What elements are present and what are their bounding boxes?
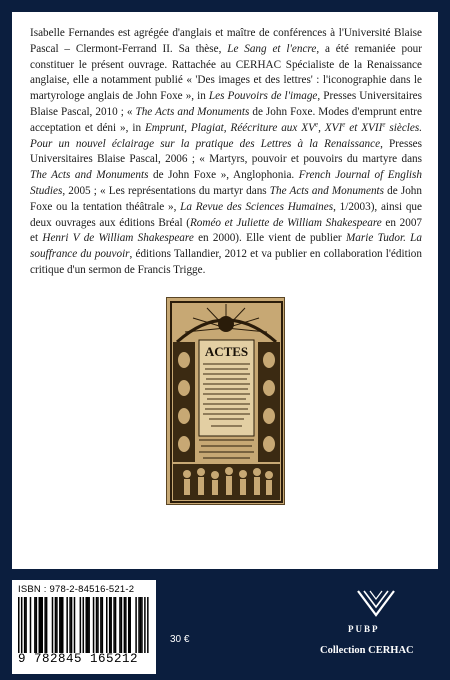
barcode-digits: 9 782845 165212 bbox=[18, 652, 139, 666]
bio-title: The Acts and Monuments bbox=[135, 105, 250, 118]
collection-name: Collection CERHAC bbox=[320, 645, 414, 656]
barcode-bar bbox=[40, 597, 42, 653]
woodcut-illustration bbox=[167, 298, 285, 505]
isbn-label: ISBN : 978-2-84516-521-2 bbox=[18, 584, 135, 595]
title-page-woodcut-image bbox=[166, 297, 285, 505]
barcode-bar bbox=[69, 597, 71, 653]
barcode-bar bbox=[44, 597, 46, 653]
barcode-bar bbox=[71, 597, 73, 653]
bio-title: Roméo et Juliette de William Shakespeare bbox=[189, 216, 382, 229]
publisher-logo-icon bbox=[356, 585, 396, 619]
barcode-bar bbox=[121, 597, 123, 653]
woodcut-title-word: ACTES bbox=[204, 344, 249, 359]
barcode-bar bbox=[56, 597, 58, 653]
barcode-bar bbox=[83, 597, 85, 653]
bio-text: , 2005 ; « Les représentations du martyr dans bbox=[62, 184, 270, 197]
barcode-bar bbox=[88, 597, 90, 653]
barcode-bar bbox=[55, 597, 57, 653]
barcode-bar bbox=[66, 597, 68, 653]
bio-text: de John Foxe. Modes d'emprunt entre acceptation et déni », in bbox=[30, 105, 422, 134]
bio-text: en 2000). Elle vient de publier bbox=[193, 232, 346, 245]
bio-title: The Acts and Monuments bbox=[30, 169, 149, 182]
price-label: 30 € bbox=[170, 634, 190, 645]
barcode-bar bbox=[52, 597, 54, 653]
barcode-bar bbox=[147, 597, 149, 653]
bio-text: de John Foxe ou la tentation théâtrale », bbox=[30, 184, 422, 213]
barcode-bar bbox=[138, 597, 140, 653]
barcode-bar bbox=[59, 597, 61, 653]
bio-title: French Journal of English Studies bbox=[30, 169, 422, 197]
bio-title: Le Sang et l'encre bbox=[227, 42, 317, 55]
isbn-barcode bbox=[12, 580, 156, 674]
barcode-bar bbox=[80, 597, 82, 653]
barcode-bar bbox=[140, 597, 142, 653]
bio-text: , 1/2003), ainsi que deux ouvrages aux éditions Bréal ( bbox=[30, 200, 422, 229]
barcode-bar bbox=[24, 597, 26, 653]
barcode-bar bbox=[61, 597, 63, 653]
barcode-bar bbox=[119, 597, 121, 653]
barcode-bar bbox=[36, 597, 38, 653]
bio-text: Isabelle Fernandes est agrégée d'anglais et maître de conférences à l'Université Blaise Pascal – Clermont-Ferrand II. Sa thèse, bbox=[30, 27, 422, 55]
barcode-bar bbox=[25, 597, 27, 653]
barcode-bar bbox=[87, 597, 89, 653]
barcode-bar bbox=[30, 597, 32, 653]
barcode-bar bbox=[21, 597, 23, 653]
bio-text: de John Foxe », Anglophonia. bbox=[148, 169, 299, 182]
barcode-bar bbox=[74, 597, 76, 653]
barcode-bar bbox=[129, 597, 131, 653]
barcode-bar bbox=[106, 597, 108, 653]
bio-text: en 2007 et bbox=[30, 216, 423, 245]
barcode-bar bbox=[125, 597, 127, 653]
barcode-bars bbox=[18, 597, 150, 653]
bio-title: Henri V de William Shakespeare bbox=[42, 232, 194, 245]
bio-text: , Presses Universitaires Blaise Pascal, 2006 ; « Martyrs, pouvoir et pouvoirs du martyre dans bbox=[30, 137, 422, 166]
bio-text: , éditions Tallandier, 2012 et va publier en collaboration l'édition critique d'un sermon de Francis Trigge. bbox=[30, 248, 422, 276]
barcode-bar bbox=[141, 597, 143, 653]
barcode-bar bbox=[128, 597, 130, 653]
barcode-bar bbox=[97, 597, 99, 653]
bio-text: , Presses Universitaires Blaise Pascal, 2010 ; « bbox=[30, 90, 423, 118]
author-biography bbox=[30, 26, 422, 279]
barcode-bar bbox=[135, 597, 137, 653]
barcode-bar bbox=[39, 597, 41, 653]
barcode-bar bbox=[144, 597, 146, 653]
publisher-name: PUBP bbox=[348, 624, 380, 634]
bio-title: The Acts and Monuments bbox=[269, 184, 385, 197]
barcode-bar bbox=[62, 597, 64, 653]
bio-text: , a été remaniée pour constituer le présent ouvrage. Rattachée au CERHAC Spécialiste de la Renaissance anglaise, elle a notamment publié « 'Des images et des lettres' : l'iconographie dans le martyrologe anglais de John Foxe », in bbox=[30, 42, 422, 103]
barcode-bar bbox=[124, 597, 126, 653]
bio-title: Les Pouvoirs de l'image bbox=[208, 90, 318, 103]
bio-title: La Revue des Sciences Humaines bbox=[180, 200, 334, 213]
barcode-bar bbox=[18, 597, 20, 653]
barcode-bar bbox=[115, 597, 117, 653]
bio-title: Marie Tudor. La souffrance du pouvoir bbox=[30, 232, 422, 261]
barcode-bar bbox=[109, 597, 111, 653]
barcode-bar bbox=[113, 597, 115, 653]
barcode-bar bbox=[85, 597, 87, 653]
barcode-bar bbox=[46, 597, 48, 653]
barcode-bar bbox=[34, 597, 36, 653]
barcode-bar bbox=[100, 597, 102, 653]
barcode-bar bbox=[110, 597, 112, 653]
barcode-bar bbox=[102, 597, 104, 653]
bio-title: Emprunt, Plagiat, Réécriture aux XVe, XVIe et XVIIe siècles. Pour un nouvel éclairage sur la pratique des Lettres à la Renaissance bbox=[30, 120, 423, 150]
barcode-bar bbox=[96, 597, 98, 653]
barcode-bar bbox=[93, 597, 95, 653]
barcode-bar bbox=[41, 597, 43, 653]
